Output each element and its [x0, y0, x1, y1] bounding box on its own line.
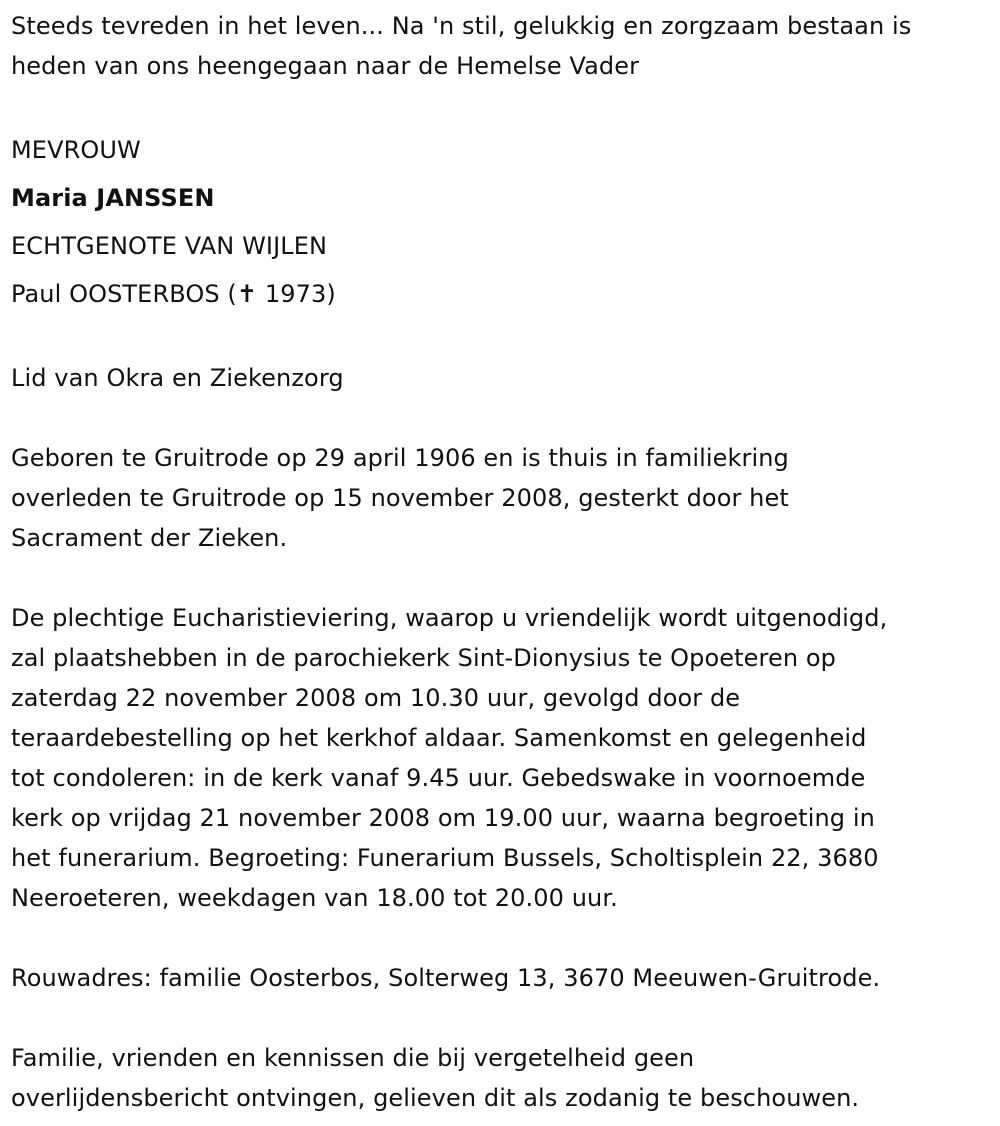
ceremony-line: De plechtige Eucharistieviering, waarop u vriendelijk wordt uitgenodigd, [11, 604, 888, 632]
spacer [11, 398, 996, 438]
closing-paragraph [11, 1038, 996, 1118]
ceremony-line: teraardebestelling op het kerkhof aldaar. Samenkomst en gelegenheid [11, 724, 867, 752]
birth-death-line: Geboren te Gruitrode op 29 april 1906 en is thuis in familiekring [11, 444, 789, 472]
birth-death-paragraph [11, 438, 996, 558]
deceased-relation: ECHTGENOTE VAN WIJLEN [11, 232, 328, 260]
cross-icon: ✝ [236, 280, 258, 308]
mourning-address: Rouwadres: familie Oosterbos, Solterweg 13, 3670 Meeuwen-Gruitrode. [11, 964, 881, 992]
birth-death-line: Sacrament der Zieken. [11, 524, 288, 552]
death-notice [11, 6, 996, 1118]
ceremony-line: zaterdag 22 november 2008 om 10.30 uur, gevolgd door de [11, 684, 741, 712]
deceased-title: MEVROUW [11, 136, 141, 164]
intro-paragraph [11, 6, 996, 86]
ceremony-line: het funerarium. Begroeting: Funerarium Bussels, Scholtisplein 22, 3680 [11, 844, 879, 872]
ceremony-line: kerk op vrijdag 21 november 2008 om 19.00 uur, waarna begroeting in [11, 804, 875, 832]
ceremony-line: tot condoleren: in de kerk vanaf 9.45 uur. Gebedswake in voornoemde [11, 764, 866, 792]
spouse-line [11, 270, 996, 318]
intro-line: heden van ons heengegaan naar de Hemelse Vader [11, 52, 640, 80]
spacer [11, 318, 996, 358]
membership-line: Lid van Okra en Ziekenzorg [11, 364, 344, 392]
closing-line: overlijdensbericht ontvingen, gelieven dit als zodanig te beschouwen. [11, 1084, 860, 1112]
spacer [11, 918, 996, 958]
ceremony-paragraph [11, 598, 996, 918]
deceased-block [11, 126, 996, 318]
spacer [11, 558, 996, 598]
spouse-year: 1973) [257, 280, 336, 308]
ceremony-line: zal plaatshebben in de parochiekerk Sint-Dionysius te Opoeteren op [11, 644, 836, 672]
intro-line: Steeds tevreden in het leven... Na 'n stil, gelukkig en zorgzaam bestaan is [11, 12, 912, 40]
ceremony-line: Neeroeteren, weekdagen van 18.00 tot 20.00 uur. [11, 884, 618, 912]
birth-death-line: overleden te Gruitrode op 15 november 2008, gesterkt door het [11, 484, 789, 512]
closing-line: Familie, vrienden en kennissen die bij vergetelheid geen [11, 1044, 695, 1072]
deceased-name: Maria JANSSEN [11, 184, 215, 212]
spouse-name: Paul OOSTERBOS ( [11, 280, 237, 308]
spacer [11, 86, 996, 126]
spacer [11, 998, 996, 1038]
